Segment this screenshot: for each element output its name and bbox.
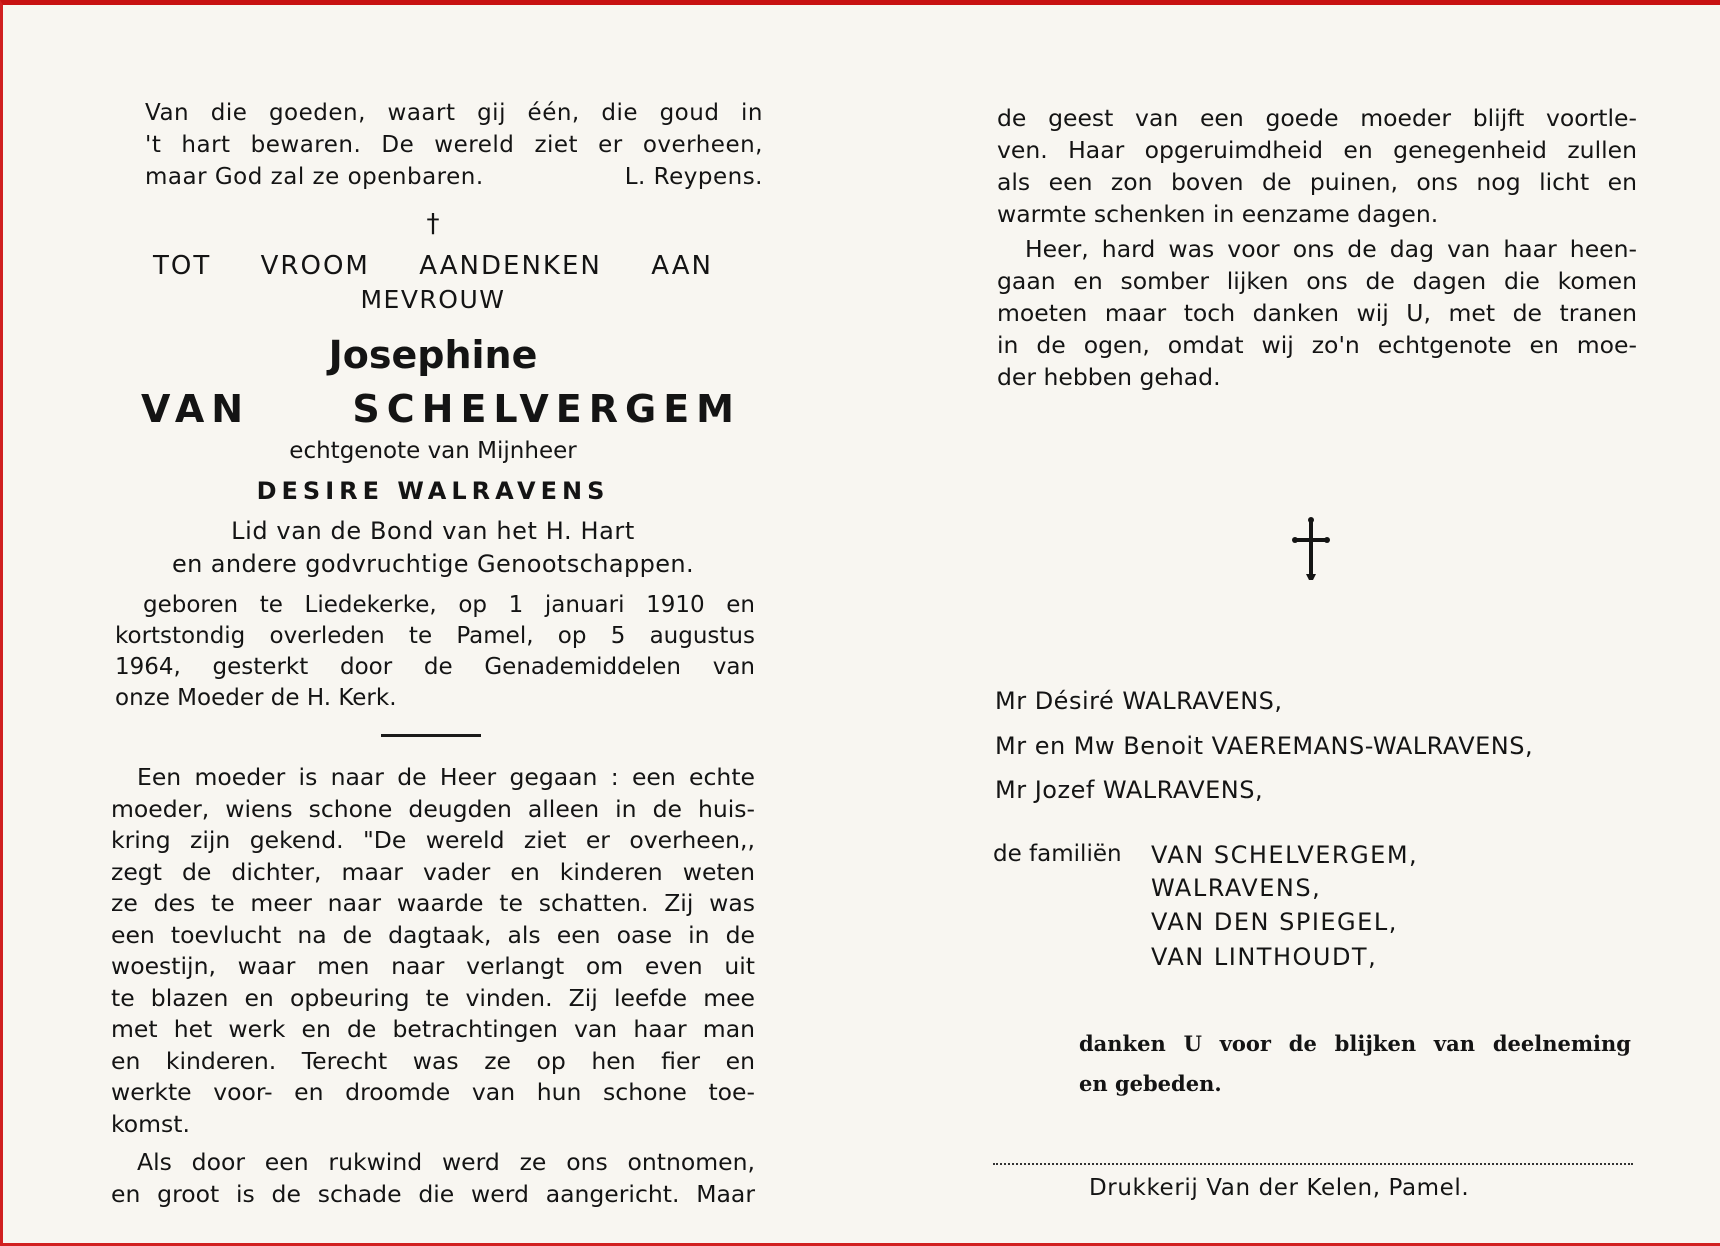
memory-word: VROOM [260, 251, 370, 281]
family-surname: VAN DEN SPIEGEL, [1151, 908, 1398, 936]
text-line: ze des te meer naar waarde te schatten. Zij was [111, 889, 755, 917]
family-name-line: Mr en Mw Benoit VAEREMANS-WALRAVENS, [995, 732, 1534, 760]
small-cross-icon: † [426, 209, 440, 239]
text-line: met het werk en de betrachtingen van haar man [111, 1015, 755, 1043]
text-line: Heer, hard was voor ons de dag van haar heen- [1025, 235, 1637, 263]
text-line: woestijn, waar men naar verlangt om even uit [111, 952, 755, 980]
right-panel [993, 5, 1643, 1243]
dotted-divider [993, 1163, 1633, 1165]
family-name-line: Mr Désiré WALRAVENS, [995, 687, 1283, 715]
text-line: Een moeder is naar de Heer gegaan : een echte [137, 763, 755, 791]
memory-word: AAN [651, 251, 713, 281]
text-line: zegt de dichter, maar vader en kinderen weten [111, 857, 755, 886]
tribute-paragraph-2 [111, 1147, 755, 1210]
text-line: warmte schenken in eenzame dagen. [997, 200, 1439, 228]
text-line: als een zon boven de puinen, ons nog licht en [997, 168, 1637, 196]
tribute-paragraph-3 [997, 102, 1637, 230]
membership-line: Lid van de Bond van het H. Hart [231, 517, 635, 545]
printer-credit: Drukkerij Van der Kelen, Pamel. [1089, 1175, 1470, 1201]
title-line: MEVROUW [360, 285, 506, 314]
family-surname: WALRAVENS, [1151, 874, 1322, 902]
birth-death-text [115, 590, 755, 714]
family-surname: VAN SCHELVERGEM, [1151, 841, 1419, 869]
text-line: de geest van een goede moeder blijft voortle- [997, 104, 1637, 132]
deceased-surname: VAN SCHELVERGEM [141, 387, 741, 431]
quote-line: Van die goeden, waart gij één, die goud in [145, 100, 763, 126]
ornamental-cross-icon [1291, 516, 1331, 582]
text-line: werkte voor- en droomde van hun schone toe- [111, 1078, 755, 1106]
text-line: in de ogen, omdat wij zo'n echtgenote en moe- [997, 331, 1637, 359]
spouse-label: echtgenote van Mijnheer [289, 438, 577, 464]
membership-line: en andere godvruchtige Genootschappen. [171, 550, 695, 578]
text-line: kring zijn gekend. "De wereld ziet er overheen,, [111, 826, 755, 854]
text-line: 1964, gesterkt door de Genademiddelen van [115, 654, 755, 680]
spouse-name: DESIRE WALRAVENS [256, 477, 610, 505]
tribute-paragraph-1 [111, 762, 755, 1140]
text-line: moeder, wiens schone deugden alleen in de huis- [111, 794, 755, 823]
quote-line: 't hart bewaren. De wereld ziet er overheen, [145, 132, 763, 158]
text-line: te blazen en opbeuring te vinden. Zij leefde mee [111, 983, 755, 1012]
text-line: Als door een rukwind werd ze ons ontnomen, [137, 1148, 755, 1176]
thanks-line: danken U voor de blijken van deelneming [1079, 1031, 1631, 1056]
text-line: der hebben gehad. [997, 363, 1221, 391]
text-line: een toevlucht na de dagtaak, als een oase in de [111, 920, 755, 949]
left-panel [103, 5, 763, 1243]
text-line: gaan en somber lijken ons de dagen die komen [997, 267, 1637, 295]
text-line: ven. Haar opgeruimdheid en genegenheid zullen [997, 136, 1637, 164]
memory-heading [153, 249, 713, 283]
family-surname: VAN LINTHOUDT, [1151, 943, 1378, 971]
family-name-line: Mr Jozef WALRAVENS, [995, 776, 1264, 804]
families-label: de familiën [993, 841, 1122, 867]
quote-line: maar God zal ze openbaren. [145, 164, 484, 190]
thanks-line: en gebeden. [1079, 1071, 1222, 1096]
text-line: moeten maar toch danken wij U, met de tranen [997, 299, 1637, 327]
text-line: en kinderen. Terecht was ze op hen fier en [111, 1046, 755, 1075]
text-line: en groot is de schade die werd aangericht. Maar [111, 1179, 755, 1208]
divider [381, 734, 481, 737]
opening-quote [145, 97, 763, 193]
text-line: onze Moeder de H. Kerk. [115, 685, 397, 711]
text-line: kortstondig overleden te Pamel, op 5 augustus [115, 623, 755, 649]
memory-word: AANDENKEN [419, 251, 602, 281]
deceased-first-name: Josephine [328, 333, 538, 377]
text-line: geboren te Liedekerke, op 1 januari 1910 en [143, 592, 755, 618]
quote-author: L. Reypens. [624, 164, 763, 190]
text-line: komst. [111, 1109, 190, 1138]
memory-word: TOT [153, 251, 212, 281]
tribute-paragraph-4 [997, 233, 1637, 393]
quote-last-line [145, 161, 763, 193]
